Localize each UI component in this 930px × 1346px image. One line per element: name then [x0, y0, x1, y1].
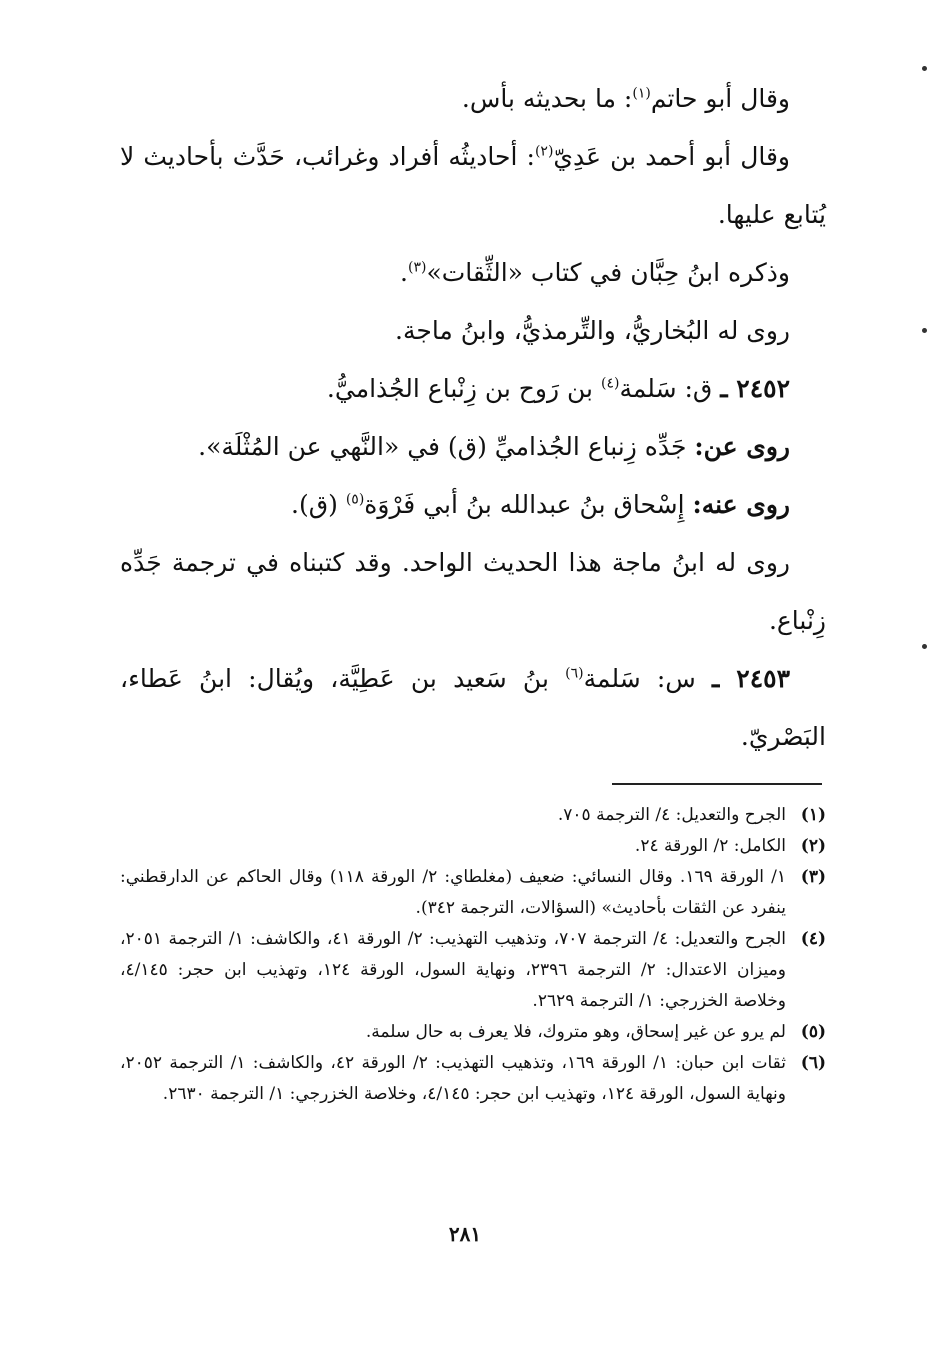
footnote-text: ثقات ابن حبان: ١/ الورقة ١٦٩، وتذهيب التهذيب: ٢/ الورقة ٤٢، والكاشف: ١/ الترجمة ٢٠٥٢، ونهاية السول، الورقة ١٢٤، وتهذيب ابن حجر: ٤/١٤٥، وخلاصة الخزرجي: ١/ الترجمة ٢٦٣٠.	[120, 1053, 786, 1104]
text: إِسْحاق بنُ عبدالله بنُ أبي فَرْوَة	[364, 490, 685, 519]
text: : ما بحديثه بأس.	[461, 84, 633, 113]
label: روى عنه:	[692, 490, 790, 519]
entry-2452-note: روى له ابنُ ماجة هذا الحديث الواحد. وقد كتبناه في ترجمة جَدِّه زِنْباع.	[120, 548, 826, 635]
footnote-number: (٣)	[800, 867, 826, 887]
text: وذكره ابنُ حِبَّان في كتاب «الثِّقات»	[426, 258, 790, 287]
paragraph-ibn-hibban	[120, 244, 826, 302]
text: بن رَوح بن زِنْباع الجُذاميُّ.	[326, 374, 594, 403]
footnote-text: لم يرو عن غير إسحاق، وهو متروك، فلا يعرف به حال سلمة.	[365, 1022, 786, 1042]
footnote-number: (٦)	[800, 1053, 826, 1073]
main-text	[120, 70, 826, 766]
footnote	[120, 1048, 826, 1110]
page-number: ٢٨١	[448, 1222, 482, 1246]
text: ق: سَلمة	[619, 374, 713, 403]
scan-mark	[922, 644, 927, 649]
footnote-text: الكامل: ٢/ الورقة ٢٤.	[634, 836, 786, 856]
entry-number: ٢٤٥٢ ـ	[720, 374, 790, 403]
paragraph-abu-hatim	[120, 70, 826, 128]
footnote-divider	[612, 783, 822, 785]
footnote-ref[interactable]: (٢)	[534, 143, 554, 160]
footnote	[120, 831, 826, 862]
text: (ق).	[291, 490, 338, 519]
footnote	[120, 862, 826, 924]
footnote	[120, 800, 826, 831]
footnote-ref[interactable]: (٥)	[345, 491, 365, 508]
footnote-ref[interactable]: (٤)	[600, 375, 620, 392]
footnote-number: (٤)	[800, 929, 826, 949]
text: .	[400, 258, 408, 287]
entry-2452-from	[120, 418, 826, 476]
footnotes	[120, 800, 826, 1110]
footnote-ref[interactable]: (٦)	[565, 665, 584, 682]
text: س: سَلمة	[583, 664, 696, 693]
entry-2453-heading	[120, 650, 826, 766]
entry-2452-by	[120, 476, 826, 534]
footnote	[120, 924, 826, 1017]
footnote-text: ١/ الورقة ١٦٩. وقال النسائي: ضعيف (مغلطاي: ٢/ الورقة ١١٨) وقال الحاكم عن الدارقطني: ينفرد عن الثقات بأحاديث» (السؤالات، الترجمة ٣٤٢).	[120, 867, 787, 918]
text: بنُ سَعيد بن عَطِيَّة، ويُقال: ابنُ عَطاء، البَصْريّ.	[120, 664, 826, 751]
footnote-number: (٥)	[800, 1022, 826, 1042]
text: جَدِّه زِنباع الجُذاميِّ (ق) في «النَّهي عن المُثْلَة».	[198, 432, 687, 461]
text: : أحاديثُه أفراد وغرائب، حَدَّث بأحاديث لا يُتابع عليها.	[120, 142, 826, 229]
footnote-text: الجرح والتعديل: ٤/ الترجمة ٧٠٧، وتذهيب التهذيب: ٢/ الورقة ٤١، والكاشف: ١/ الترجمة ٢٠٥١، وميزان الاعتدال: ٢/ الترجمة ٢٣٩٦، ونهاية السول، الورقة ١٢٤، وتهذيب ابن حجر: ٤/١٤٥، وخلاصة الخزرجي: ١/ الترجمة ٢٦٢٩.	[120, 929, 787, 1011]
footnote-ref[interactable]: (١)	[632, 85, 651, 102]
scan-mark	[922, 66, 927, 71]
scan-mark	[922, 328, 927, 333]
label: روى عن:	[694, 432, 790, 461]
entry-number: ٢٤٥٣ ـ	[712, 664, 791, 693]
footnote-text: الجرح والتعديل: ٤/ الترجمة ٧٠٥.	[557, 805, 786, 825]
text: وقال أبو حاتم	[650, 84, 790, 113]
footnote-number: (٢)	[800, 836, 826, 856]
entry-2452-heading	[120, 360, 826, 418]
text: وقال أبو أحمد بن عَدِيّ	[553, 142, 791, 171]
footnote-ref[interactable]: (٣)	[408, 259, 427, 276]
footnote-number: (١)	[800, 805, 826, 825]
paragraph-ibn-adi	[120, 128, 826, 244]
paragraph-narrators: روى له البُخاريُّ، والتِّرمذيُّ، وابنُ ماجة.	[395, 316, 790, 345]
footnote	[120, 1017, 826, 1048]
